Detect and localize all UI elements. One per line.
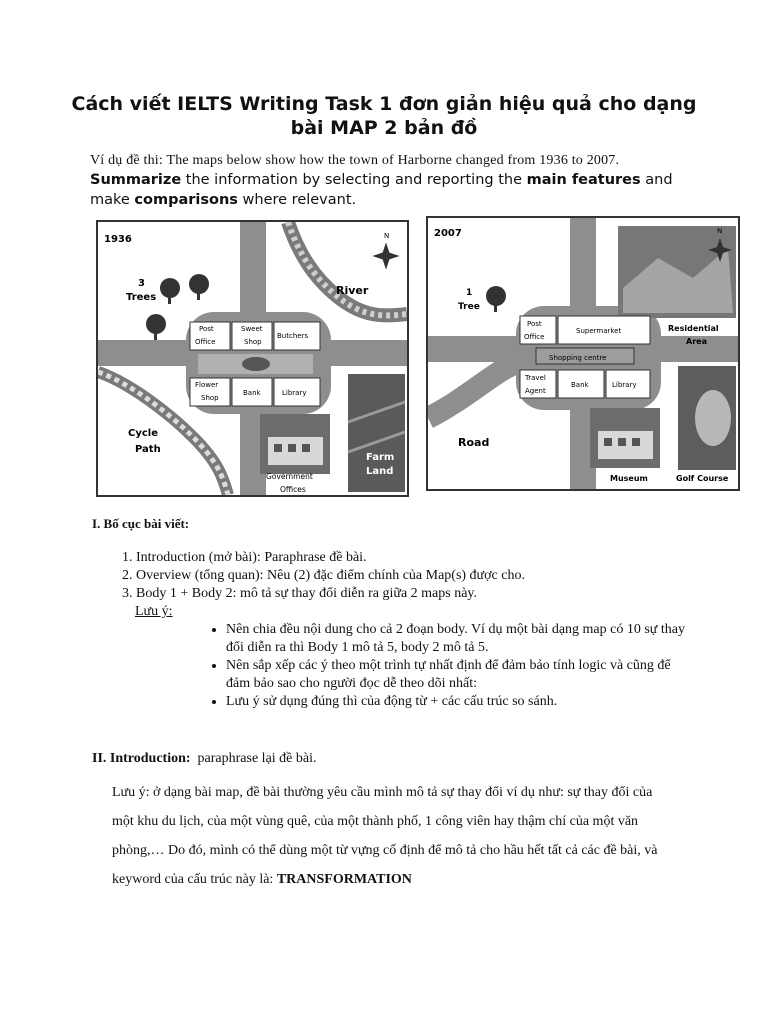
example-mid-1: the information by selecting and reporting the (181, 172, 527, 188)
golf-course-label: Golf Course (676, 474, 729, 483)
introduction-paragraph (112, 778, 672, 894)
outline-item-body: 3. Body 1 + Body 2: mô tả sự thay đổi diễn ra giữa 2 maps này. (136, 585, 676, 603)
farm-land-label-2: Land (366, 466, 394, 477)
keyword-summarize: Summarize (90, 172, 182, 188)
residential-area-label-1: Residential (668, 324, 719, 333)
north-label: N (717, 227, 723, 235)
butchers-label: Butchers (277, 332, 309, 340)
cycle-path-label-1: Cycle (128, 428, 158, 439)
flower-shop-label-2: Shop (201, 394, 219, 402)
example-prompt (90, 152, 690, 210)
paragraph-text: Lưu ý: ở dạng bài map, đề bài thường yêu cầu mình mô tả sự thay đổi ví dụ như: sự thay đổi của một khu du lịch, của một vùng quê, của một thành phố, 1 công viên hay thậm chí của một văn phòng,… Do đó, mình có thể dùng một từ vựng cố định để mô tả cho hầu hết tất cả các đề bài, và keyword của cấu trúc này là: (112, 785, 658, 887)
museum-label: Museum (610, 474, 648, 483)
post-office-label-1: Post (199, 325, 214, 333)
farm-land-label-1: Farm (366, 452, 395, 463)
map-1936 (96, 220, 409, 497)
year-2007: 2007 (434, 228, 462, 239)
section-2-subtitle: paraphrase lại đề bài. (197, 751, 317, 766)
keyword-main-features: main features (526, 172, 641, 188)
year-1936: 1936 (104, 234, 132, 245)
example-prefix: Ví dụ đề thi: (90, 153, 163, 168)
bank-label: Bank (243, 389, 261, 397)
section-2-heading (92, 751, 317, 767)
example-end: where relevant. (237, 192, 357, 208)
bank-label: Bank (571, 381, 589, 389)
notes-list (208, 621, 696, 711)
travel-agent-label-1: Travel (525, 374, 546, 382)
library-label: Library (612, 381, 637, 389)
post-office-label-1: Post (527, 320, 542, 328)
post-office-label-2: Office (524, 333, 545, 341)
note-label: Lưu ý: (135, 604, 173, 619)
gov-offices-label-2: Offices (280, 485, 306, 494)
road-label: Road (458, 436, 490, 449)
keyword-transformation: TRANSFORMATION (276, 872, 412, 887)
example-prompt-text: The maps below show how the town of Harborne changed from 1936 to 2007. (166, 153, 620, 168)
keyword-comparisons: comparisons (134, 192, 238, 208)
map-2007 (426, 216, 740, 491)
note-item: • Nên chia đều nội dung cho cả 2 đoạn body. Ví dụ một bài dạng map có 10 sự thay đổi diễn ra thì Body 1 mô tả 5, body 2 mô tả 5. (226, 621, 696, 657)
tree-count-label: 1 (466, 288, 473, 298)
post-office-label-2: Office (195, 338, 216, 346)
tree-label: Tree (458, 302, 480, 312)
example-mid-2: and make (90, 172, 673, 208)
outline-list (112, 549, 676, 603)
section-1-heading: I. Bố cục bài viết: (92, 516, 190, 531)
supermarket-label: Supermarket (576, 327, 622, 335)
outline-item-introduction: 1. Introduction (mở bài): Paraphrase đề bài. (136, 549, 676, 567)
cycle-path-label-2: Path (135, 444, 161, 455)
page-title: Cách viết IELTS Writing Task 1 đơn giản hiệu quả cho dạng bài MAP 2 bản đồ (71, 93, 697, 139)
shopping-centre-label: Shopping centre (549, 354, 607, 362)
sweet-shop-label-2: Shop (244, 338, 262, 346)
outline-item-overview: 2. Overview (tổng quan): Nêu (2) đặc điểm chính của Map(s) được cho. (136, 567, 676, 585)
travel-agent-label-2: Agent (525, 387, 546, 395)
section-2-title: II. Introduction: (92, 751, 191, 766)
trees-count-label: 3 (138, 278, 145, 289)
note-item: • Lưu ý sử dụng đúng thì của động từ + các cấu trúc so sánh. (226, 693, 696, 711)
flower-shop-label-1: Flower (195, 381, 219, 389)
residential-area-label-2: Area (686, 337, 707, 346)
library-label: Library (282, 389, 307, 397)
note-item: • Nên sắp xếp các ý theo một trình tự nhất định để đảm bảo tính logic và cũng để đảm bảo sao cho người đọc dễ theo dõi nhất: (226, 657, 696, 693)
trees-label: Trees (126, 292, 157, 303)
river-label: River (336, 284, 369, 297)
gov-offices-label-1: Government (266, 472, 313, 481)
sweet-shop-label-1: Sweet (241, 325, 263, 333)
north-label: N (384, 232, 390, 240)
